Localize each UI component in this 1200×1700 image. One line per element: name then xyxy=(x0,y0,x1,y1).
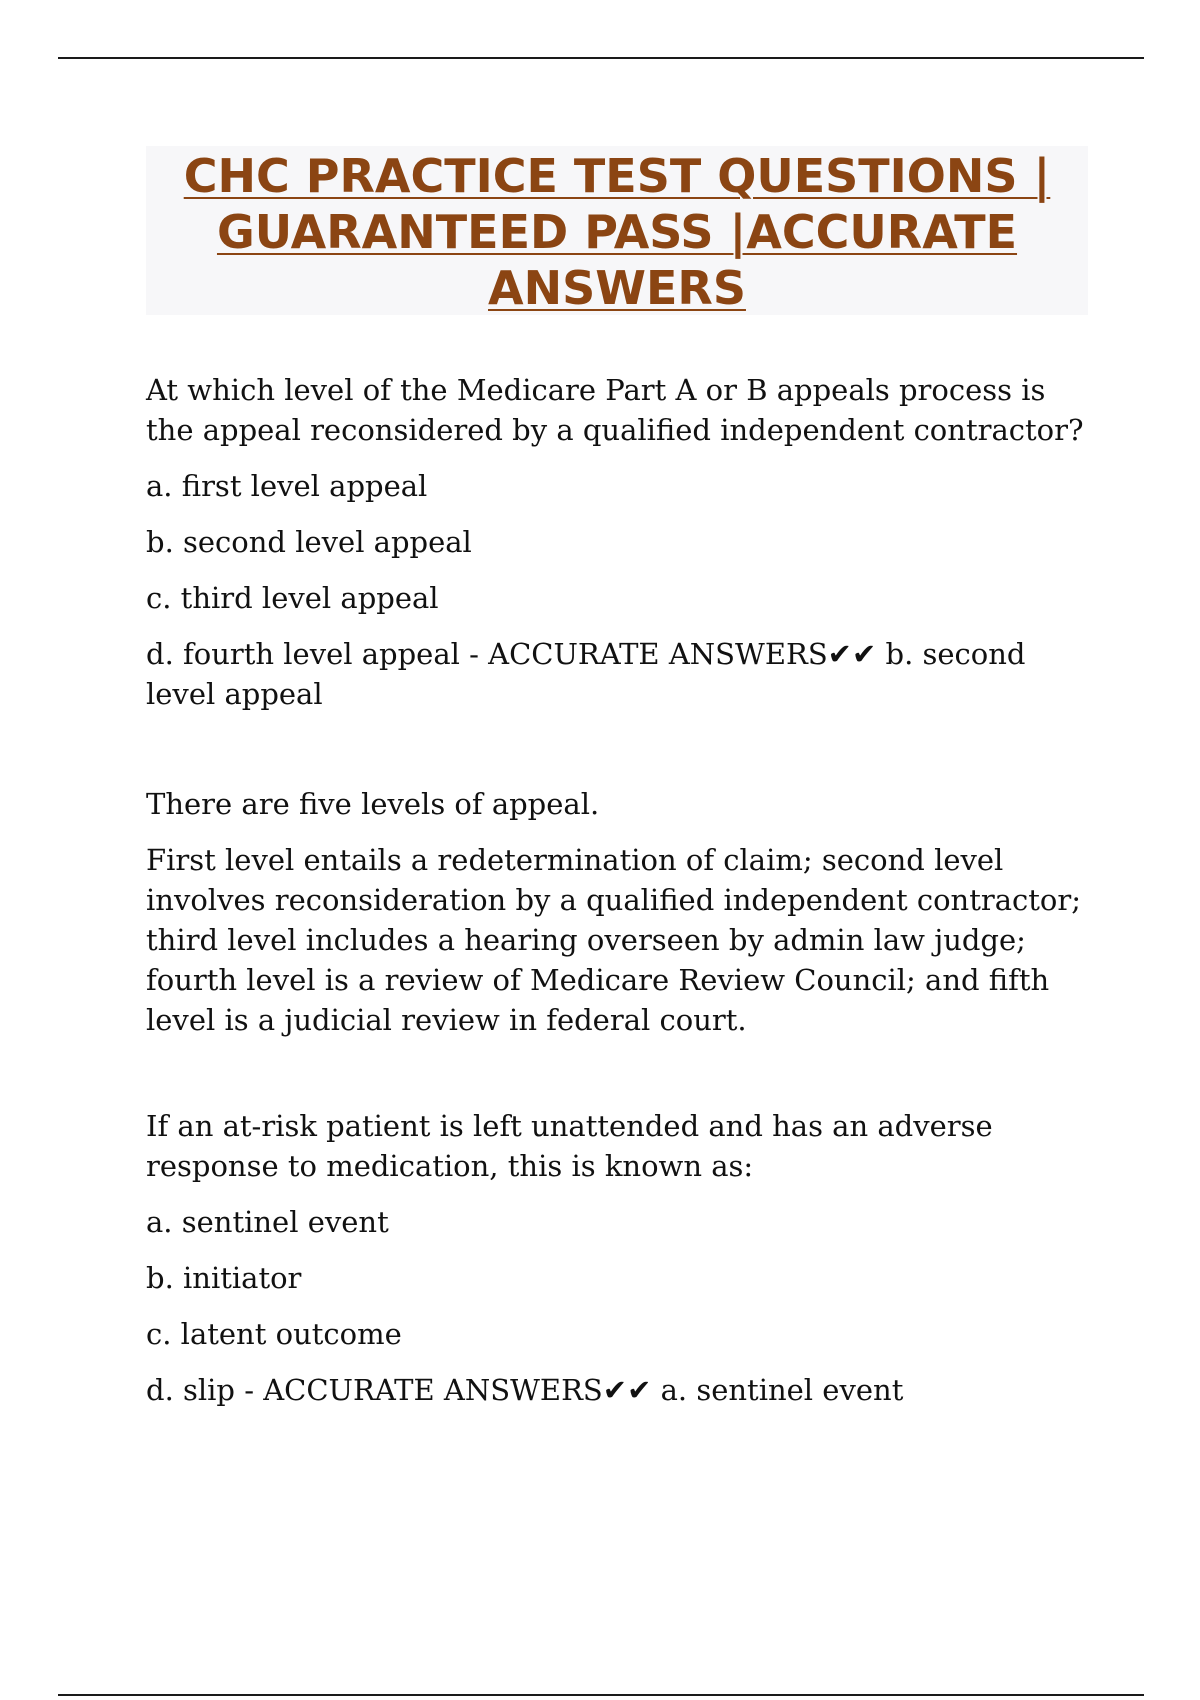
answer-option: c. third level appeal xyxy=(146,581,439,615)
answer-option: d. slip - ACCURATE ANSWERS✔✔ a. sentinel event xyxy=(146,1373,904,1407)
explanation-text: There are five levels of appeal. xyxy=(146,787,600,821)
answer-option: a. first level appeal xyxy=(146,469,428,503)
answer-option: b. initiator xyxy=(146,1261,302,1295)
explanation-text: First level entails a redetermination of claim; second level involves reconsideration by a qualified independent contractor; third level includes a hearing overseen by admin law judge; fourth level is a review of Medicare Review Council; and fifth level is a judicial review in federal court. xyxy=(146,843,1082,1037)
top-rule xyxy=(58,57,1144,59)
title-line: GUARANTEED PASS |ACCURATE xyxy=(216,205,1018,259)
answer-option: d. fourth level appeal - ACCURATE ANSWERS✔✔ b. second level appeal xyxy=(146,637,1026,711)
document-title xyxy=(146,146,1088,315)
bottom-rule xyxy=(58,1694,1144,1696)
document-body xyxy=(146,370,1088,1426)
question-prompt: At which level of the Medicare Part A or B appeals process is the appeal reconsidered by a qualified independent contractor? xyxy=(146,373,1084,447)
question-prompt: If an at-risk patient is left unattended and has an adverse response to medication, this is known as: xyxy=(146,1109,993,1183)
question-block xyxy=(146,1106,1088,1410)
answer-option: b. second level appeal xyxy=(146,525,472,559)
title-line: CHC PRACTICE TEST QUESTIONS | xyxy=(183,149,1051,203)
spacer xyxy=(146,1056,1088,1106)
explanation-block xyxy=(146,784,1088,1040)
answer-option: c. latent outcome xyxy=(146,1317,402,1351)
question-block xyxy=(146,370,1088,714)
answer-option: a. sentinel event xyxy=(146,1205,389,1239)
spacer xyxy=(146,730,1088,784)
title-line: ANSWERS xyxy=(488,261,746,315)
